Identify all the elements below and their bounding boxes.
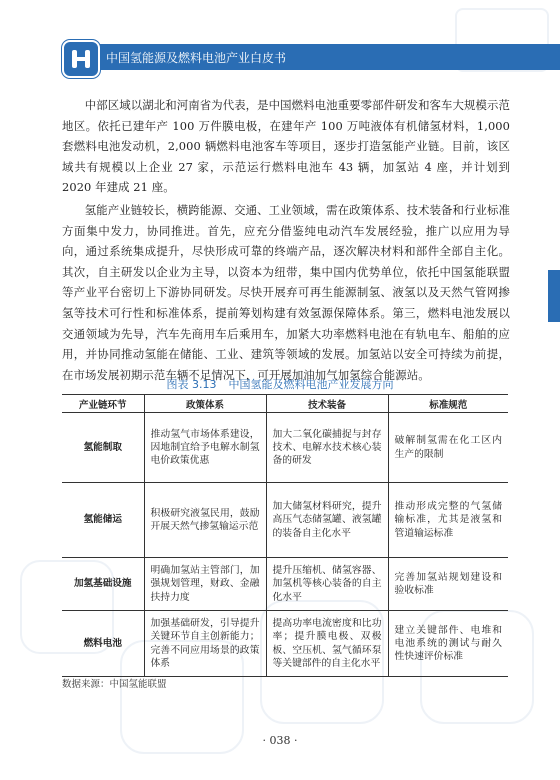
figure-number: 图表 3.13: [166, 378, 217, 391]
paragraph: 氢能产业链较长，横跨能源、交通、工业领域，需在政策体系、技术装备和行业标准方面集中发力，协同推进。首先，应充分借鉴纯电动汽车发展经验，推广以应用为导向，通过系统集成提升，尽快形成可靠的终端产品，逐次解决材料和部件全部自主化。其次，自主研发以企业为主导，以资本为纽带，集中国内优势单位，依托中国氢能联盟等产业平台密切上下游协同研发。尽快开展弃可再生能源制氢、液氢以及天然气管网掺氢等技术可行性和标准体系，提前筹划构建有效氢源保障体系。第三，燃料电池发展以交通领域为先导，汽车先商用车后乘用车，加紧大功率燃料电池在有轨电车、船舶的应用，并协同推动氢能在储能、工业、建筑等领域的发展。加氢站以安全可持续为前提，在市场发展初期示范车辆不足情况下，可开展加油加气加氢综合能源站。: [62, 202, 510, 382]
page-number: · 038 ·: [262, 734, 298, 747]
table-cell: 完善加氢站规划建设和验收标准: [388, 558, 508, 611]
column-header: 产业链环节: [62, 395, 144, 413]
table-cell: 建立关键部件、电堆和电池系统的测试与耐久性快速评价标准: [388, 611, 508, 677]
table-cell: 破解制氢需在化工区内生产的限制: [388, 413, 508, 483]
figure-title: 中国氢能及燃料电池产业发展方向: [228, 378, 394, 391]
column-header: 技术装备: [266, 395, 388, 413]
table-cell: 提升压缩机、储氢容器、加氢机等核心装备的自主化水平: [266, 558, 388, 611]
column-header: 政策体系: [144, 395, 266, 413]
data-source-note: 数据来源：中国氢能联盟: [62, 679, 167, 690]
table-cell: 加大储氢材料研究，提升高压气态储氢罐、液氢罐的装备自主化水平: [266, 483, 388, 558]
table-cell: 加强基础研发，引导提升关键环节自主创新能力；完善不同应用场景的政策体系: [144, 611, 266, 677]
paragraph: 中部区域以湖北和河南省为代表，是中国燃料电池重要零部件研发和客车大规模示范地区。依托已建年产 100 万件膜电极，在建年产 100 万吨液体有机储氢材料，1,000 套燃料电池发动机，2,000 辆燃料电池客车等项目，逐步打造氢能产业链。目前，该区域共有规模以上企业 27 家，示范运行燃料电池车 43 辆，加氢站 4 座，并计划到 2020 年建成 21 座。: [62, 98, 510, 195]
table-header-row: [62, 395, 508, 413]
table-cell: 明确加氢站主管部门，加强规划管理，财政、金融扶持力度: [144, 558, 266, 611]
row-header: 燃料电池: [62, 611, 144, 677]
column-header: 标准规范: [388, 395, 508, 413]
table-cell: 提高功率电流密度和比功率；提升膜电极、双极板、空压机、氢气循环泵等关键部件的自主化水平: [266, 611, 388, 677]
row-header: 加氢基础设施: [62, 558, 144, 611]
h-letter-icon: [69, 47, 93, 71]
page-header-bar: [62, 44, 560, 70]
table-row: [62, 413, 508, 483]
table-row: [62, 558, 508, 611]
row-header: 氢能制取: [62, 413, 144, 483]
body-text: [62, 95, 510, 385]
table-row: [62, 611, 508, 677]
development-direction-table: [62, 394, 508, 677]
table-row: [62, 483, 508, 558]
table-cell: 加大二氧化碳捕捉与封存技术、电解水技术核心装备的研发: [266, 413, 388, 483]
figure-caption: [0, 376, 560, 392]
table-cell: 推动氢气市场体系建设，因地制宜给予电解水制氢电价政策优惠: [144, 413, 266, 483]
chapter-side-tab: [548, 270, 560, 322]
row-header: 氢能储运: [62, 483, 144, 558]
table-cell: 推动形成完整的气氢储输标准，尤其是液氢和管道输运标准: [388, 483, 508, 558]
header-title: 中国氢能源及燃料电池产业白皮书: [106, 51, 287, 65]
table-cell: 积极研究液氢民用，鼓励开展天然气掺氢输运示范: [144, 483, 266, 558]
h2-logo-icon: [62, 40, 100, 78]
